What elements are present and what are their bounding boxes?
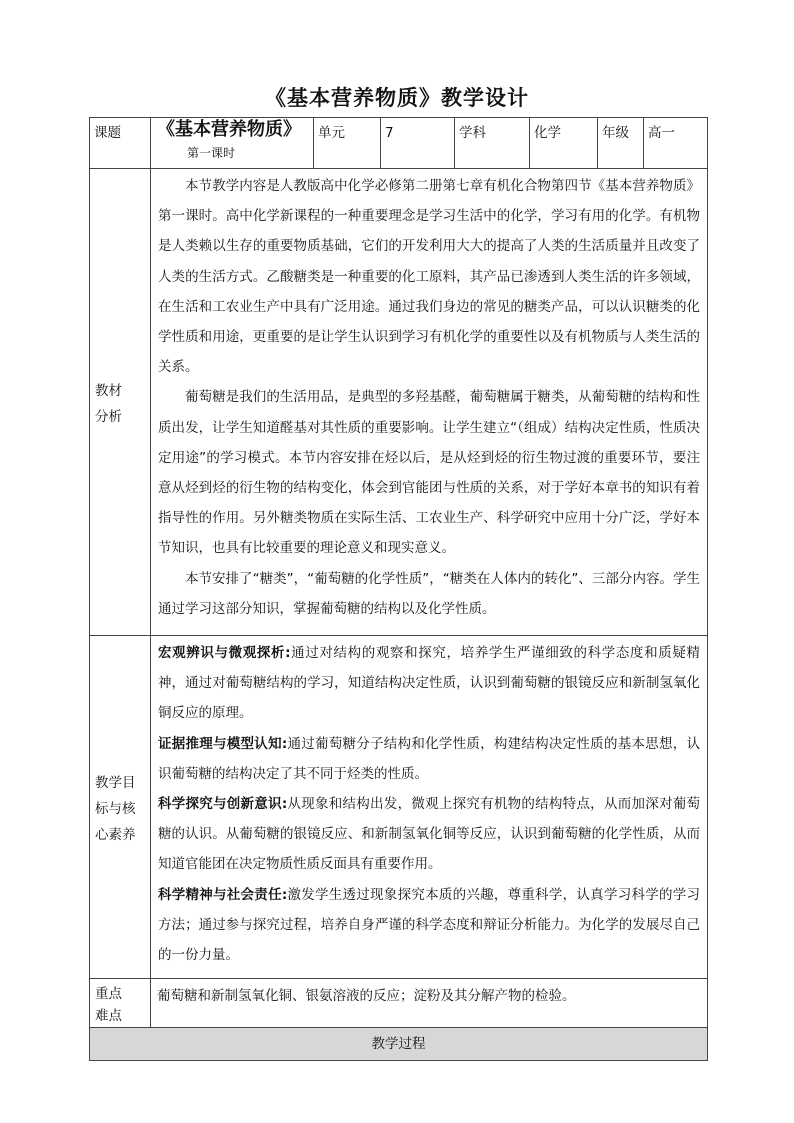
objectives-content — [151, 636, 708, 979]
process-row — [90, 1028, 708, 1061]
course-title-cell — [151, 118, 314, 169]
unit-value: 7 — [385, 125, 394, 141]
objective-item — [158, 880, 700, 971]
course-label-cell — [90, 118, 151, 169]
course-label: 课题 — [94, 125, 121, 141]
subject-label: 学科 — [459, 125, 486, 141]
analysis-label-cell — [90, 169, 151, 636]
objectives-label-line3: 心素养 — [95, 827, 136, 843]
process-header-cell — [90, 1028, 708, 1061]
objective-text: 激发学生透过现象探究本质的兴趣，尊重科学，认真学习科学的学习方法；通过参与探究过程，培养自身严谨的科学态度和辩证分析能力。为化学的发展尽自己的一份力量。 — [158, 886, 700, 964]
objectives-label-cell — [90, 636, 151, 979]
subject-label-cell — [455, 118, 530, 169]
unit-value-cell — [381, 118, 455, 169]
objectives-label-line2: 标与核 — [95, 801, 136, 817]
key-points-content — [151, 979, 708, 1028]
objective-text: 通过对结构的观察和探究，培养学生严谨细致的科学态度和质疑精神，通过对葡萄糖结构的学习，知道结构决定性质，认识到葡萄糖的银镜反应和新制氢氧化铜反应的原理。 — [158, 645, 701, 722]
objectives-row — [90, 636, 708, 979]
key-points-row — [90, 979, 708, 1028]
document-title: 《基本营养物质》教学设计 — [265, 86, 529, 110]
subject-value: 化学 — [534, 125, 561, 141]
objective-heading: 证据推理与模型认知: — [158, 735, 288, 752]
objective-text: 通过葡萄糖分子结构和化学性质，构建结构决定性质的基本思想，认识葡萄糖的结构决定了其不同于烃类的性质。 — [158, 735, 700, 782]
analysis-paragraph-2: 葡萄糖是我们的生活用品，是典型的多羟基醛，葡萄糖属于糖类，从葡萄糖的结构和性质出发，让学生知道醛基对其性质的重要影响。让学生建立“（组成）结构决定性质，性质决定用途”的学习模式。本节内容安排在烃以后，是从烃到烃的衍生物过渡的重要环节，要注意从烃到烃的衍生物的结构变化，体会到官能团与性质的关系，对于学好本章书的知识有着指导性的作用。另外糖类物质在实际生活、工农业生产、科学研究中应用十分广泛，学好本节知识，也具有比较重要的理论意义和现实意义。 — [158, 389, 700, 557]
header-row — [90, 118, 708, 169]
objective-heading: 宏观辨识与微观探析: — [158, 645, 291, 661]
analysis-content — [151, 169, 708, 636]
subject-value-cell — [530, 118, 598, 169]
objectives-label-line1: 教学目 — [95, 775, 136, 791]
course-title: 《基本营养物质》 — [157, 119, 301, 140]
key-points-text: 葡萄糖和新制氢氧化铜、银氨溶液的反应；淀粉及其分解产物的检验。 — [157, 988, 576, 1004]
key-points-label-line2: 难点 — [95, 1008, 122, 1024]
objective-heading: 科学探究与创新意识: — [158, 796, 288, 813]
unit-label: 单元 — [318, 125, 345, 141]
objective-item — [158, 638, 700, 729]
key-points-label-line1: 重点 — [95, 986, 122, 1002]
course-subtitle: 第一课时 — [187, 146, 236, 160]
objective-item — [158, 729, 700, 789]
objective-item — [158, 789, 700, 880]
grade-label: 年级 — [602, 125, 629, 141]
key-points-label-cell — [90, 979, 151, 1028]
objective-text: 从现象和结构出发，微观上探究有机物的结构特点，从而加深对葡萄糖的认识。从葡萄糖的银镜反应、和新制氢氧化铜等反应，认识到葡萄糖的化学性质，从而知道官能团在决定物质性质反面具有重要作用。 — [158, 796, 700, 873]
grade-value-cell — [644, 118, 708, 169]
analysis-label-line1: 教材 — [95, 383, 122, 399]
lesson-plan-table — [89, 117, 708, 1061]
grade-value: 高一 — [648, 125, 675, 141]
analysis-paragraph-1: 本节教学内容是人教版高中化学必修第二册第七章有机化合物第四节《基本营养物质》第一课时。高中化学新课程的一种重要理念是学习生活中的化学，学习有用的化学。有机物是人类赖以生存的重要物质基础，它们的开发利用大大的提高了人类的生活质量并且改变了人类的生活方式。乙酸糖类是一种重要的化工原料，其产品已渗透到人类生活的许多领域，在生活和工农业生产中具有广泛用途。通过我们身边的常见的糖类产品，可以认识糖类的化学性质和用途，更重要的是让学生认识到学习有机化学的重要性以及有机物质与人类生活的关系。 — [158, 178, 700, 376]
objective-heading: 科学精神与社会责任: — [158, 886, 288, 903]
analysis-label-line2: 分析 — [95, 409, 122, 425]
grade-label-cell — [598, 118, 644, 169]
analysis-paragraph-3: 本节安排了“糖类”，“葡萄糖的化学性质”，“糖类在人体内的转化”、三部分内容。学生通过学习这部分知识，掌握葡萄糖的结构以及化学性质。 — [158, 570, 700, 617]
unit-label-cell — [314, 118, 381, 169]
analysis-row — [90, 169, 708, 636]
process-label: 教学过程 — [371, 1036, 426, 1052]
